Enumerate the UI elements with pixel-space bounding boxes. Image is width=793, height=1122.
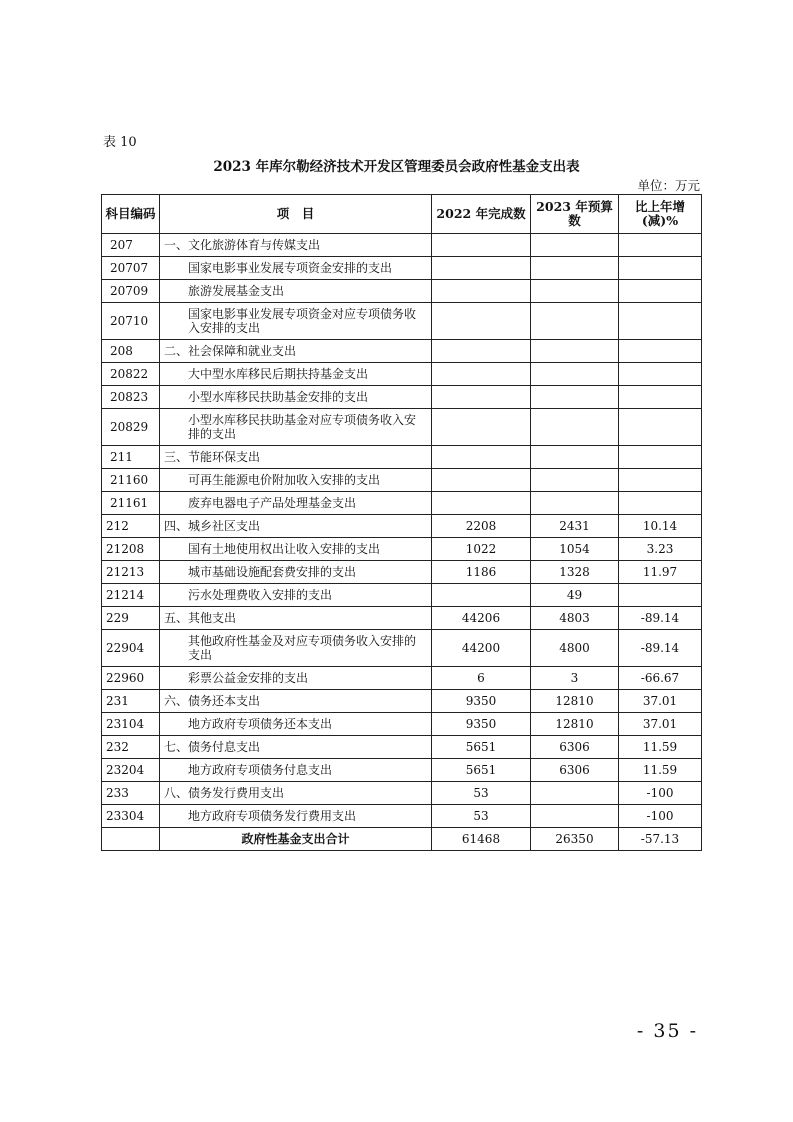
- subject-code: 20707: [102, 257, 160, 280]
- total-code-cell: [102, 828, 160, 851]
- value-2023: 12810: [531, 713, 619, 736]
- subject-code: 21160: [102, 469, 160, 492]
- item-name: 国有土地使用权出让收入安排的支出: [160, 538, 432, 561]
- subject-code: 20829: [102, 409, 160, 446]
- value-2023: 2431: [531, 515, 619, 538]
- item-name: 国家电影事业发展专项资金安排的支出: [160, 257, 432, 280]
- subject-code: 23204: [102, 759, 160, 782]
- value-2022: [432, 469, 531, 492]
- value-2023: 3: [531, 667, 619, 690]
- table-row: [102, 515, 702, 538]
- value-2023: 1054: [531, 538, 619, 561]
- value-2022: [432, 303, 531, 340]
- value-2023: [531, 805, 619, 828]
- subject-code: 20710: [102, 303, 160, 340]
- value-2023: 4800: [531, 630, 619, 667]
- change-percent: -100: [619, 782, 702, 805]
- column-header-code: 科目编码: [102, 195, 160, 234]
- subject-code: 212: [102, 515, 160, 538]
- unit-label: 单位：万元: [637, 178, 700, 193]
- subject-code: 233: [102, 782, 160, 805]
- table-row: [102, 561, 702, 584]
- item-name: 大中型水库移民后期扶持基金支出: [160, 363, 432, 386]
- column-header-2022: 2022 年完成数: [432, 195, 531, 234]
- value-2022: 53: [432, 805, 531, 828]
- change-percent: [619, 234, 702, 257]
- subject-code: 21161: [102, 492, 160, 515]
- page-title: 2023 年库尔勒经济技术开发区管理委员会政府性基金支出表: [213, 159, 580, 175]
- table-row: [102, 538, 702, 561]
- item-name: 小型水库移民扶助基金对应专项债务收入安排的支出: [160, 409, 432, 446]
- column-header-item: 项 目: [160, 195, 432, 234]
- table-row: [102, 492, 702, 515]
- item-name: 六、债务还本支出: [160, 690, 432, 713]
- change-percent: [619, 257, 702, 280]
- value-2022: [432, 363, 531, 386]
- table-row: [102, 690, 702, 713]
- total-2023: 26350: [531, 828, 619, 851]
- change-percent: 3.23: [619, 538, 702, 561]
- value-2023: 49: [531, 584, 619, 607]
- item-name: 五、其他支出: [160, 607, 432, 630]
- value-2023: [531, 257, 619, 280]
- change-percent: [619, 584, 702, 607]
- table-row: [102, 759, 702, 782]
- change-percent: 11.59: [619, 759, 702, 782]
- total-row: [102, 828, 702, 851]
- subject-code: 207: [102, 234, 160, 257]
- item-name: 国家电影事业发展专项资金对应专项债务收入安排的支出: [160, 303, 432, 340]
- item-name: 地方政府专项债务发行费用支出: [160, 805, 432, 828]
- subject-code: 231: [102, 690, 160, 713]
- table-row: [102, 782, 702, 805]
- item-name: 可再生能源电价附加收入安排的支出: [160, 469, 432, 492]
- table-row: [102, 234, 702, 257]
- value-2022: 6: [432, 667, 531, 690]
- table-row: [102, 630, 702, 667]
- item-name: 地方政府专项债务还本支出: [160, 713, 432, 736]
- table-row: [102, 805, 702, 828]
- value-2023: [531, 469, 619, 492]
- value-2022: [432, 584, 531, 607]
- table-row: [102, 363, 702, 386]
- total-2022: 61468: [432, 828, 531, 851]
- item-name: 废弃电器电子产品处理基金支出: [160, 492, 432, 515]
- table-row: [102, 340, 702, 363]
- value-2022: 44206: [432, 607, 531, 630]
- column-header-change: 比上年增(减)%: [619, 195, 702, 234]
- total-label: 政府性基金支出合计: [160, 828, 432, 851]
- subject-code: 208: [102, 340, 160, 363]
- value-2022: 2208: [432, 515, 531, 538]
- change-percent: -66.67: [619, 667, 702, 690]
- item-name: 八、债务发行费用支出: [160, 782, 432, 805]
- table-header-row: [102, 195, 702, 234]
- change-percent: [619, 386, 702, 409]
- value-2022: [432, 280, 531, 303]
- subject-code: 21208: [102, 538, 160, 561]
- value-2023: [531, 446, 619, 469]
- value-2023: [531, 386, 619, 409]
- value-2022: [432, 340, 531, 363]
- change-percent: 37.01: [619, 713, 702, 736]
- change-percent: 11.97: [619, 561, 702, 584]
- value-2022: 44200: [432, 630, 531, 667]
- change-percent: [619, 409, 702, 446]
- table-row: [102, 607, 702, 630]
- change-percent: [619, 446, 702, 469]
- change-percent: 37.01: [619, 690, 702, 713]
- item-name: 三、节能环保支出: [160, 446, 432, 469]
- change-percent: [619, 340, 702, 363]
- table-row: [102, 409, 702, 446]
- value-2022: [432, 234, 531, 257]
- value-2022: 9350: [432, 713, 531, 736]
- change-percent: 10.14: [619, 515, 702, 538]
- subject-code: 21213: [102, 561, 160, 584]
- total-change: -57.13: [619, 828, 702, 851]
- change-percent: -100: [619, 805, 702, 828]
- table-row: [102, 469, 702, 492]
- item-name: 七、债务付息支出: [160, 736, 432, 759]
- value-2023: [531, 280, 619, 303]
- value-2023: 4803: [531, 607, 619, 630]
- change-percent: 11.59: [619, 736, 702, 759]
- subject-code: 22960: [102, 667, 160, 690]
- table-row: [102, 280, 702, 303]
- page-number: - 35 -: [636, 1020, 698, 1042]
- fund-expenditure-table: [101, 194, 702, 851]
- value-2022: [432, 492, 531, 515]
- table-row: [102, 303, 702, 340]
- value-2022: [432, 409, 531, 446]
- item-name: 旅游发展基金支出: [160, 280, 432, 303]
- table-row: [102, 667, 702, 690]
- value-2022: 5651: [432, 759, 531, 782]
- item-name: 四、城乡社区支出: [160, 515, 432, 538]
- item-name: 污水处理费收入安排的支出: [160, 584, 432, 607]
- value-2023: [531, 340, 619, 363]
- subject-code: 23104: [102, 713, 160, 736]
- value-2023: [531, 492, 619, 515]
- value-2022: [432, 257, 531, 280]
- value-2023: [531, 782, 619, 805]
- value-2023: 6306: [531, 736, 619, 759]
- value-2022: 9350: [432, 690, 531, 713]
- item-name: 城市基础设施配套费安排的支出: [160, 561, 432, 584]
- item-name: 地方政府专项债务付息支出: [160, 759, 432, 782]
- subject-code: 211: [102, 446, 160, 469]
- subject-code: 21214: [102, 584, 160, 607]
- item-name: 其他政府性基金及对应专项债务收入安排的支出: [160, 630, 432, 667]
- value-2022: 5651: [432, 736, 531, 759]
- subject-code: 229: [102, 607, 160, 630]
- table-body: [102, 234, 702, 828]
- table-row: [102, 584, 702, 607]
- table-label: 表 10: [103, 135, 137, 150]
- value-2023: [531, 234, 619, 257]
- value-2022: [432, 446, 531, 469]
- subject-code: 22904: [102, 630, 160, 667]
- subject-code: 232: [102, 736, 160, 759]
- table-row: [102, 713, 702, 736]
- value-2023: 12810: [531, 690, 619, 713]
- value-2023: [531, 303, 619, 340]
- table-row: [102, 257, 702, 280]
- subject-code: 23304: [102, 805, 160, 828]
- change-percent: [619, 469, 702, 492]
- value-2022: [432, 386, 531, 409]
- value-2023: 1328: [531, 561, 619, 584]
- table-row: [102, 736, 702, 759]
- change-percent: [619, 280, 702, 303]
- subject-code: 20709: [102, 280, 160, 303]
- change-percent: -89.14: [619, 630, 702, 667]
- change-percent: -89.14: [619, 607, 702, 630]
- change-percent: [619, 363, 702, 386]
- column-header-2023: 2023 年预算数: [531, 195, 619, 234]
- value-2023: [531, 363, 619, 386]
- value-2022: 1186: [432, 561, 531, 584]
- value-2023: [531, 409, 619, 446]
- subject-code: 20822: [102, 363, 160, 386]
- value-2022: 53: [432, 782, 531, 805]
- change-percent: [619, 303, 702, 340]
- subject-code: 20823: [102, 386, 160, 409]
- item-name: 彩票公益金安排的支出: [160, 667, 432, 690]
- value-2022: 1022: [432, 538, 531, 561]
- change-percent: [619, 492, 702, 515]
- item-name: 小型水库移民扶助基金安排的支出: [160, 386, 432, 409]
- item-name: 一、文化旅游体育与传媒支出: [160, 234, 432, 257]
- value-2023: 6306: [531, 759, 619, 782]
- table-row: [102, 446, 702, 469]
- table-row: [102, 386, 702, 409]
- item-name: 二、社会保障和就业支出: [160, 340, 432, 363]
